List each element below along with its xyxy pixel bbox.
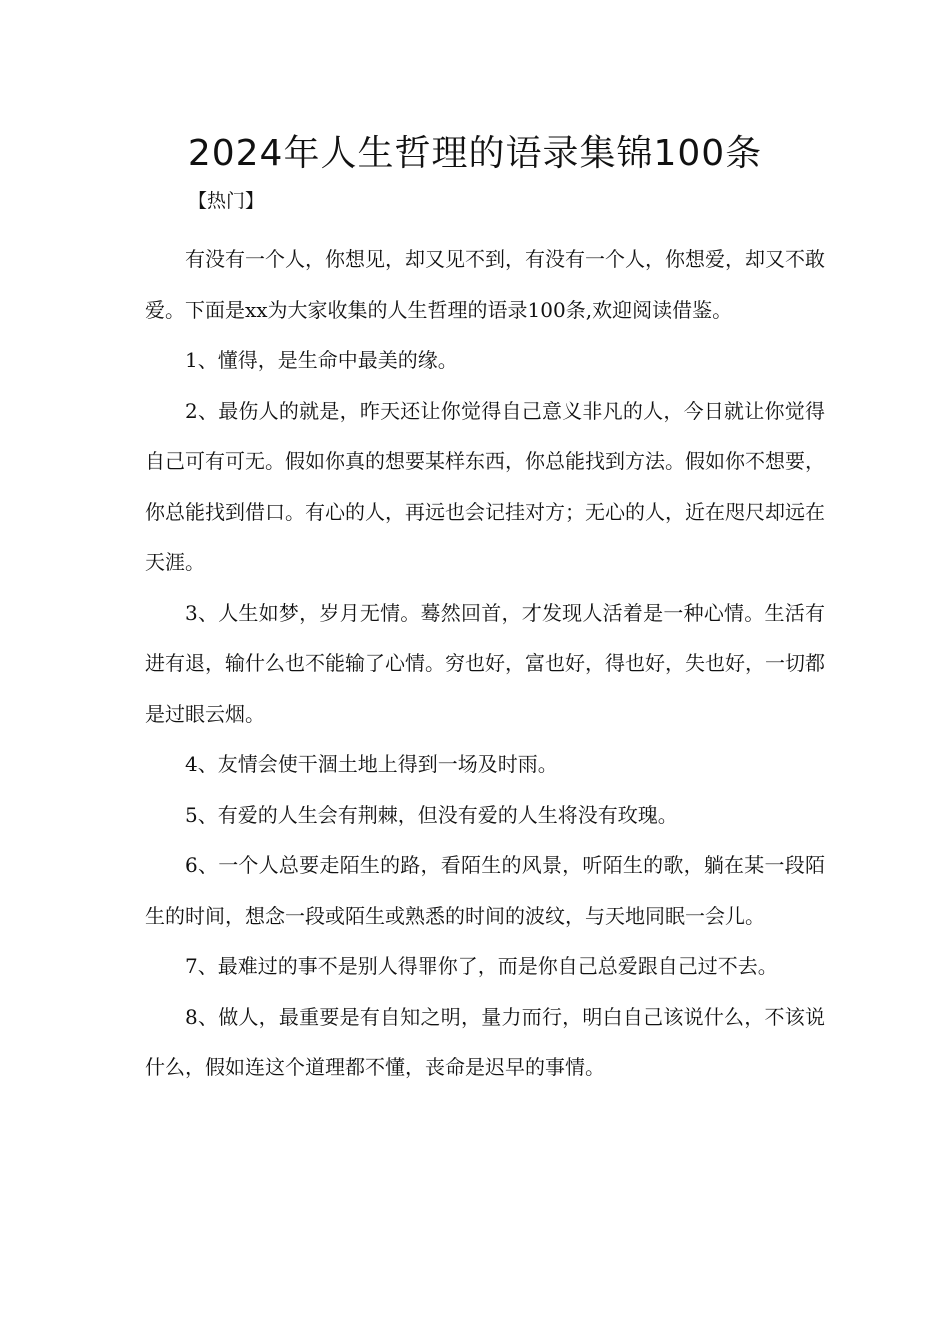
document-body [145, 234, 825, 1093]
quote-item-6: 6、一个人总要走陌生的路，看陌生的风景，听陌生的歌，躺在某一段陌生的时间，想念一段或陌生或熟悉的时间的波纹，与天地同眠一会儿。 [145, 853, 825, 928]
intro-paragraph: 有没有一个人，你想见，却又见不到，有没有一个人，你想爱，却又不敢爱。下面是xx为大家收集的人生哲理的语录100条,欢迎阅读借鉴。 [145, 247, 825, 322]
quote-item-8: 8、做人，最重要是有自知之明，量力而行，明白自己该说什么，不该说什么，假如连这个道理都不懂，丧命是迟早的事情。 [145, 1004, 825, 1079]
quote-item-3: 3、人生如梦，岁月无情。蓦然回首，才发现人活着是一种心情。生活有进有退，输什么也不能输了心情。穷也好，富也好，得也好，失也好，一切都是过眼云烟。 [145, 600, 825, 726]
quote-item-4: 4、友情会使干涸土地上得到一场及时雨。 [185, 752, 558, 776]
hot-tag: 【热门】 [188, 190, 265, 212]
quote-item-2: 2、最伤人的就是，昨天还让你觉得自己意义非凡的人，今日就让你觉得自己可有可无。假如你真的想要某样东西，你总能找到方法。假如你不想要，你总能找到借口。有心的人，再远也会记挂对方；无心的人，近在咫尺却远在天涯。 [145, 398, 825, 574]
quote-item-1: 1、懂得，是生命中最美的缘。 [185, 348, 458, 372]
quote-item-5: 5、有爱的人生会有荆棘，但没有爱的人生将没有玫瑰。 [185, 802, 678, 827]
document-title: 2024年人生哲理的语录集锦100条 [187, 133, 763, 174]
quote-item-7: 7、最难过的事不是别人得罪你了，而是你自己总爱跟自己过不去。 [185, 954, 778, 978]
